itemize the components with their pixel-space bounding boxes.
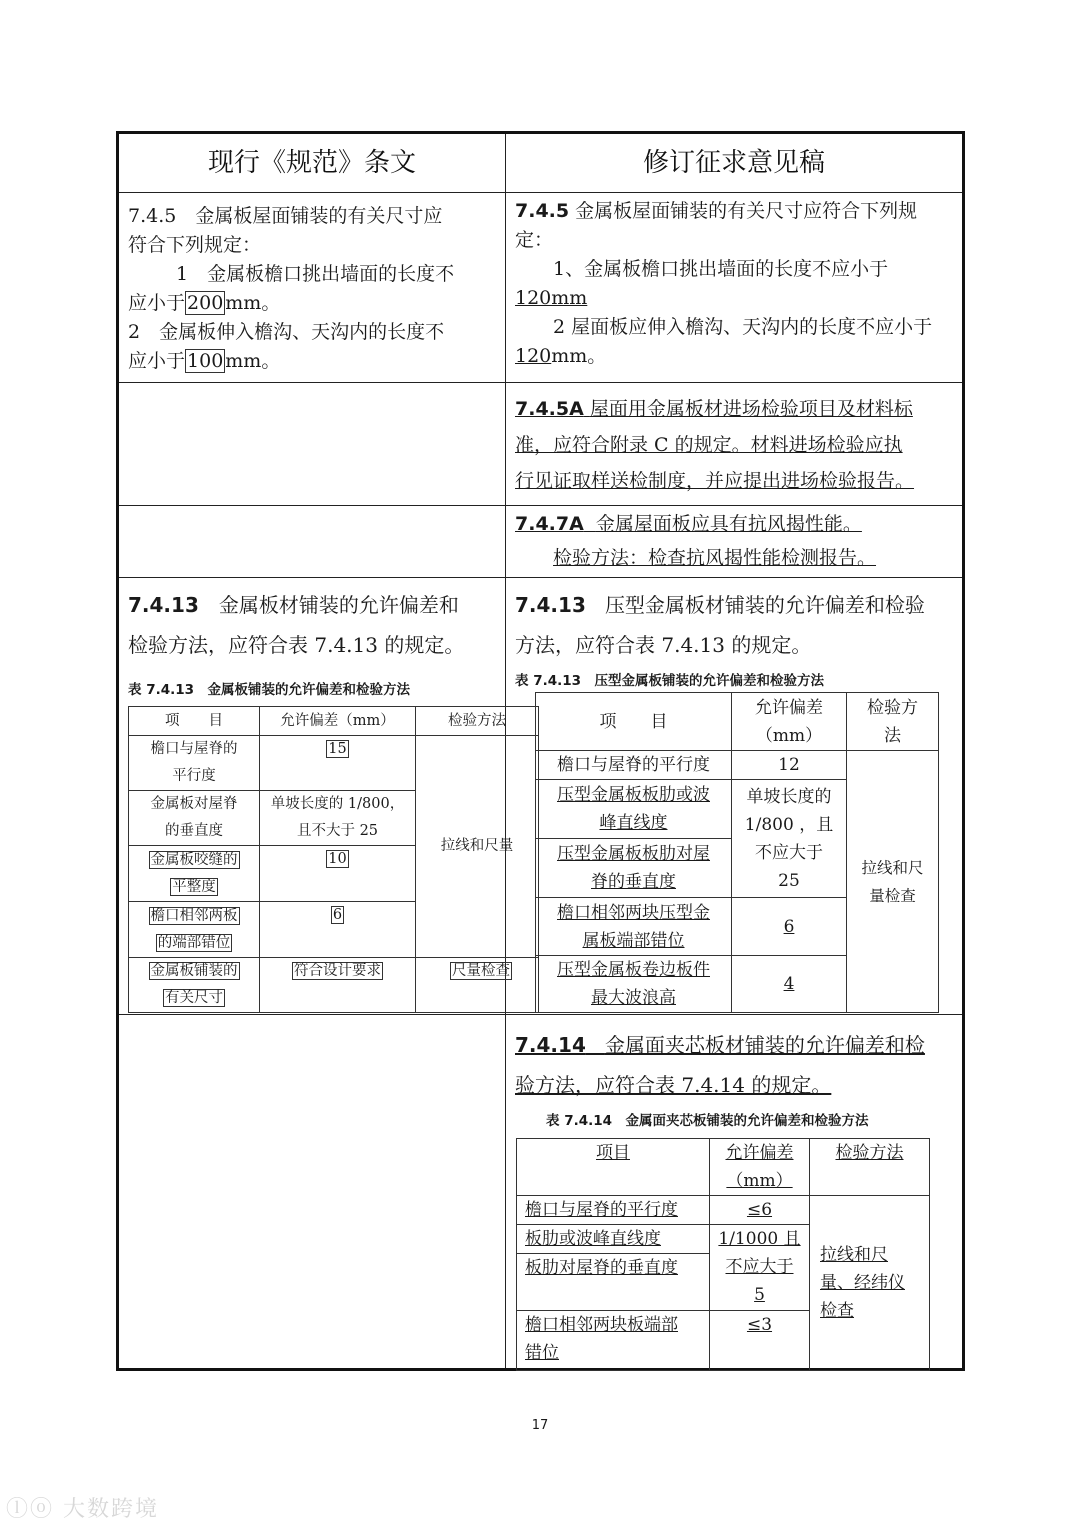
value: 6 [260,902,416,958]
value: 4 [732,956,847,1013]
header-current-code: 现行《规范》条文 [207,148,416,178]
item: 檐口相邻两块压型金 属板端部错位 [536,898,732,956]
line: 120mm [515,287,588,309]
value: 15 [260,736,416,791]
line: 检验方法：检查抗风揭性能检测报告。 [553,547,877,569]
item: 檐口相邻两板 的端部错位 [129,902,260,958]
table-7413-current [128,706,539,1013]
boxed-value: 100 [187,350,224,372]
th: 允许偏差 （mm） [710,1139,810,1196]
line: 检验方法，应符合表 7.4.13 的规定。 [128,633,465,657]
th: 检验方 法 [847,693,939,751]
value: 10 [260,846,416,902]
line: 方法，应符合表 7.4.13 的规定。 [515,633,812,657]
item: 檐口与屋脊的平行度 [517,1196,710,1225]
clause-745-revised [515,197,961,371]
line: 应小于 100 mm。 [128,350,281,372]
watermark: ⓛⓞ 大数跨境 [6,1497,160,1522]
item: 金属板对屋脊 的垂直度 [129,791,260,846]
th: 允许偏差 （mm） [732,693,847,751]
line: 7.4.5 金属板屋面铺装的有关尺寸应符合下列规 [515,200,918,222]
header-revision-draft: 修订征求意见稿 [642,148,825,178]
line: 7.4.13 金属板材铺装的允许偏差和 [128,593,459,617]
line: 行见证取样送检制度，并应提出进场检验报告。 [515,470,915,492]
row-divider [119,382,962,383]
row-divider [119,192,962,193]
line: 准，应符合附录 C 的规定。材料进场检验应执 [515,434,903,456]
line: 符合下列规定： [128,234,262,256]
row-divider [119,505,962,506]
value: 单坡长度的 1/800， 且不大于 25 [260,791,416,846]
line: 7.4.13 压型金属板材铺装的允许偏差和检验 [515,593,925,617]
clause-7413-current [128,585,504,665]
item: 压型金属板卷边板件 最大波浪高 [536,956,732,1013]
line: 应小于 200 mm。 [128,292,281,314]
table-7413-current-clip [128,706,514,1010]
row-divider [119,1014,962,1015]
clause-747a [515,507,961,575]
line: 120mm。 [515,345,607,367]
item: 压型金属板板肋或波 峰直线度 [536,780,732,839]
line: 1、金属板檐口挑出墙面的长度不应小于 [553,258,889,280]
method: 拉线和尺 量、经纬仪 检查 [810,1196,930,1371]
line: 1 金属板檐口挑出墙面的长度不 [176,263,455,285]
th: 项目 [517,1139,710,1196]
value: ≤6 [710,1196,810,1225]
table-caption: 表 7.4.13 压型金属板铺装的允许偏差和检验方法 [515,673,825,689]
th: 项 目 [129,707,260,736]
table-7414 [516,1138,930,1371]
row-divider [119,577,962,578]
item: 檐口与屋脊的平行度 [536,751,732,780]
value: 符合设计要求 [260,958,416,1013]
value: 6 [732,898,847,956]
page-number: 17 [531,1418,549,1433]
item: 檐口相邻两块板端部 错位 [517,1311,710,1371]
value: 12 [732,751,847,780]
clause-745a [515,391,961,499]
line: 7.4.5 金属板屋面铺装的有关尺寸应 [128,205,443,227]
item: 压型金属板板肋对屋 脊的垂直度 [536,839,732,898]
method: 尺量检查 [416,958,539,1013]
table-7413-revised [535,692,939,1013]
item: 金属板铺装的 有关尺寸 [129,958,260,1013]
watermark-icon: ⓛⓞ [6,1497,63,1522]
th: 允许偏差（mm） [260,707,416,736]
method: 拉线和尺 量检查 [847,751,939,1013]
item: 金属板咬缝的 平整度 [129,846,260,902]
line: 定： [515,229,554,251]
item: 檐口与屋脊的 平行度 [129,736,260,791]
th: 项 目 [536,693,732,751]
line: 7.4.5A 屋面用金属板材进场检验项目及材料标 [515,398,913,420]
line: 7.4.7A 金属屋面板应具有抗风揭性能。 [515,513,862,535]
clause-745-current [128,202,498,376]
th: 检验方法 [810,1139,930,1196]
clause-7414 [515,1025,961,1105]
line: 2 金属板伸入檐沟、天沟内的长度不 [128,321,445,343]
boxed-value: 200 [187,292,224,314]
value: 单坡长度的 1/800 ，且 不应大于 25 [732,780,847,898]
value: 1/1000 且 不应大于 5 [710,1225,810,1311]
table-caption: 表 7.4.13 金属板铺装的允许偏差和检验方法 [128,682,411,698]
comparison-table [116,131,965,1371]
item: 板肋对屋脊的垂直度 [517,1254,710,1311]
line: 2 屋面板应伸入檐沟、天沟内的长度不应小于 [553,316,933,338]
clause-7413-revised [515,585,961,665]
line: 验方法，应符合表 7.4.14 的规定。 [515,1073,832,1097]
item: 板肋或波峰直线度 [517,1225,710,1254]
line: 7.4.14 金属面夹芯板材铺装的允许偏差和检 [515,1033,925,1057]
table-caption: 表 7.4.14 金属面夹芯板铺装的允许偏差和检验方法 [546,1113,869,1129]
value: ≤3 [710,1311,810,1371]
th: 检验方法 [416,707,539,736]
method: 拉线和尺量 [416,736,539,958]
